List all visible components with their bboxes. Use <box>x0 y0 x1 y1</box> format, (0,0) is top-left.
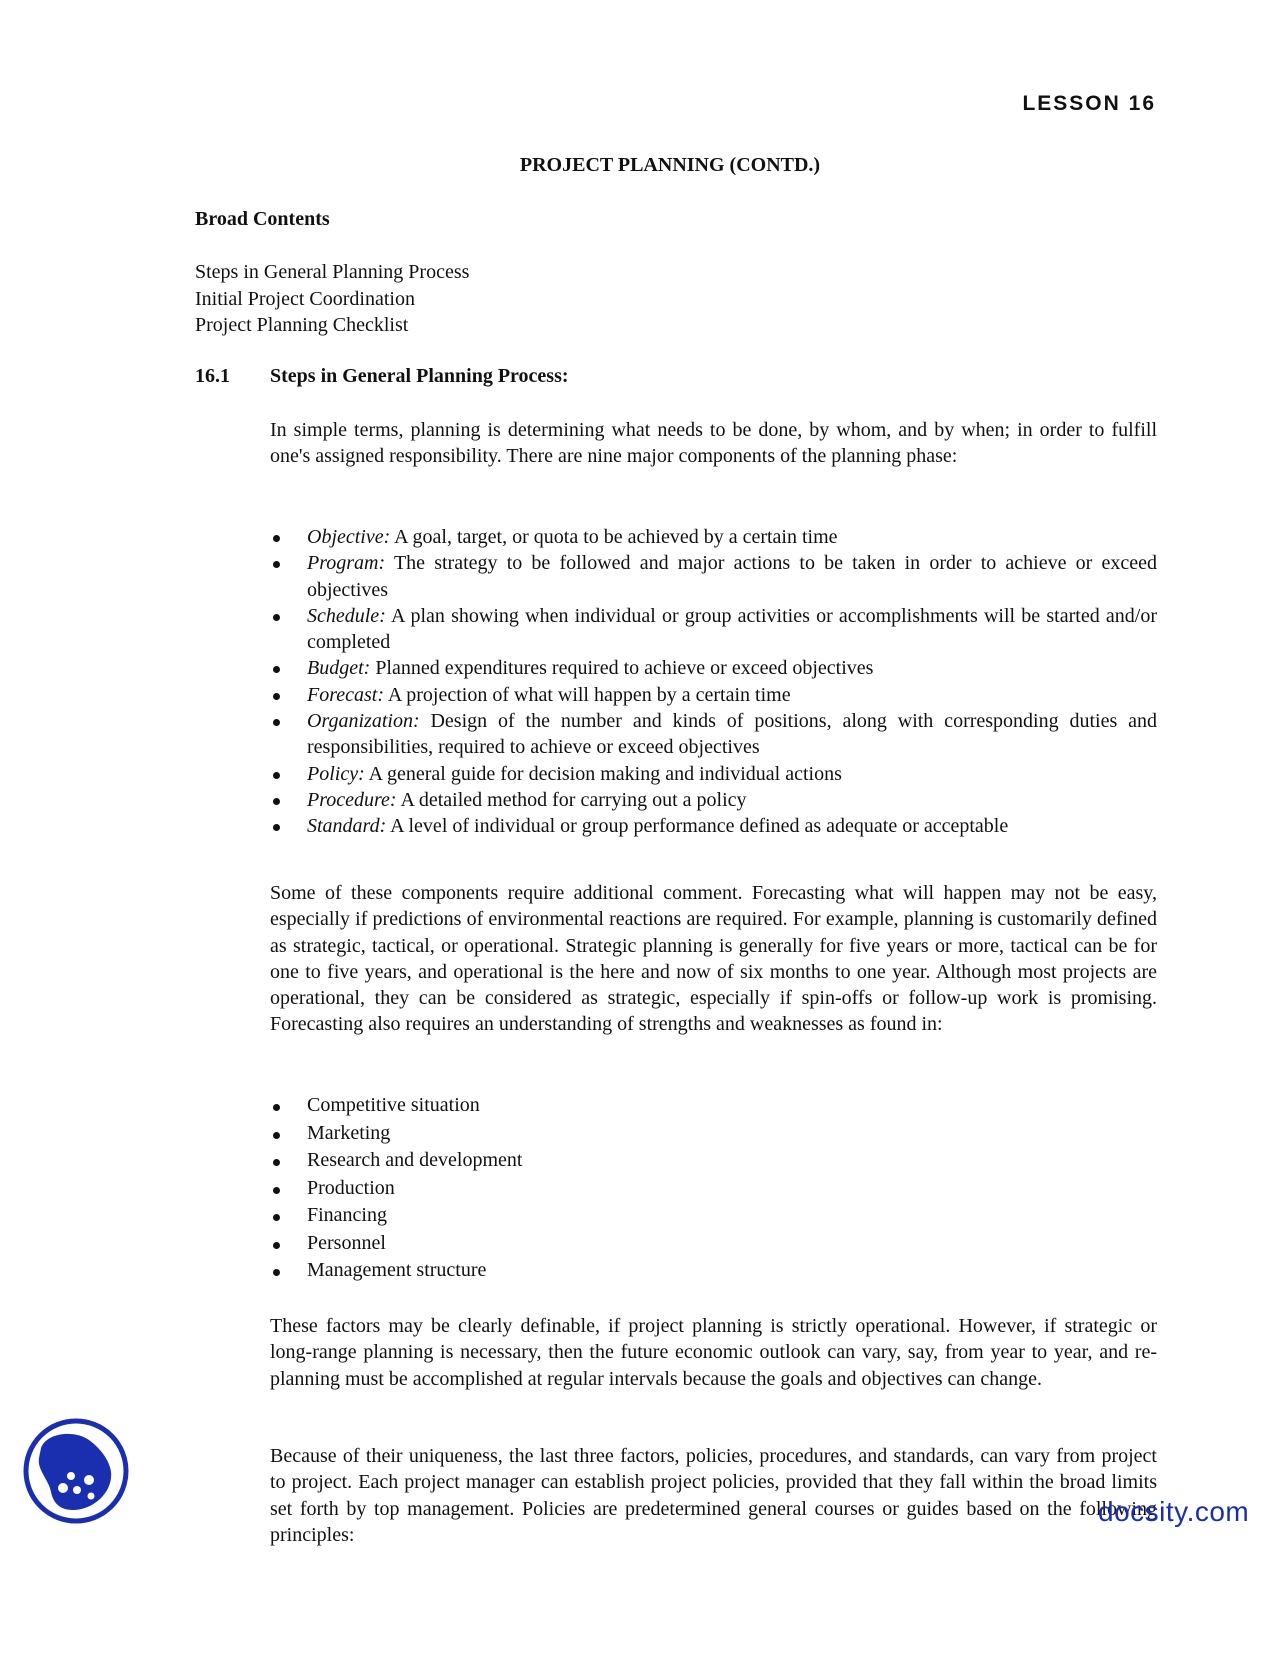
component-term: Budget: <box>307 657 371 680</box>
factor-text: Competitive situation <box>307 1094 480 1116</box>
component-term: Procedure: <box>307 788 397 811</box>
component-term: Policy: <box>307 762 365 785</box>
section-number: 16.1 <box>195 365 230 387</box>
bullet-icon <box>273 614 280 621</box>
components-list <box>270 524 1157 840</box>
forecasting-paragraph: Some of these components require additional comment. Forecasting what will happen may not be easy, especially if predictions of environmental reactions are required. For example, planning is customarily defined as strategic, tactical, or operational. Strategic planning is generally for five years or more, tactical can be for one to five years, and operational is the here and now of six months to one year. Although most projects are operational, they can be considered as strategic, especially if spin-offs or follow-up work is promising. Forecasting also requires an understanding of strengths and weaknesses as found in: <box>270 882 1157 1036</box>
list-item <box>270 524 1157 550</box>
component-term: Forecast: <box>307 683 385 706</box>
section-title: Steps in General Planning Process: <box>270 365 569 387</box>
component-term: Schedule: <box>307 604 386 627</box>
page-title: PROJECT PLANNING (CONTD.) <box>519 154 821 176</box>
factors-list <box>270 1092 1157 1285</box>
bullet-icon <box>273 693 280 700</box>
list-item <box>270 603 1157 656</box>
component-text: The strategy to be followed and major actions to be taken in order to achieve or exceed objectives <box>307 552 1157 601</box>
list-item <box>270 1257 1157 1285</box>
factor-text: Research and development <box>307 1149 523 1171</box>
list-item <box>270 1147 1157 1175</box>
contents-item: Steps in General Planning Process <box>195 261 470 283</box>
factor-text: Management structure <box>307 1259 487 1281</box>
bullet-icon <box>273 1187 280 1194</box>
intro-paragraph: In simple terms, planning is determining what needs to be done, by whom, and by when; in order to fulfill one's assigned responsibility. There are nine major components of the planning phase: <box>270 419 1157 468</box>
list-item <box>270 1202 1157 1230</box>
bullet-icon <box>273 1104 280 1111</box>
policies-paragraph: Because of their uniqueness, the last three factors, policies, procedures, and standards, can vary from project to project. Each project manager can establish project policies, provided that they fall within the broad limits set forth by top management. Policies are predetermined general courses or guides based on the following principles: <box>270 1445 1157 1546</box>
section-heading <box>195 365 569 388</box>
list-item <box>270 682 1157 708</box>
list-item <box>270 1175 1157 1203</box>
component-term: Program: <box>307 552 386 575</box>
bullet-icon <box>273 666 280 673</box>
component-text: A general guide for decision making and individual actions <box>364 762 842 785</box>
list-item <box>270 550 1157 603</box>
list-item <box>270 761 1157 787</box>
factor-text: Production <box>307 1176 395 1199</box>
list-item <box>270 708 1157 761</box>
lesson-label: LESSON 16 <box>1022 92 1156 115</box>
bullet-icon <box>273 1132 280 1139</box>
list-item <box>270 1092 1157 1120</box>
bullet-icon <box>273 772 280 779</box>
factor-text: Personnel <box>307 1231 386 1254</box>
component-text: Design of the number and kinds of positions, along with corresponding duties and responsibilities, required to achieve or exceed objectives <box>307 710 1157 759</box>
bullet-icon <box>273 1242 280 1249</box>
bullet-icon <box>273 535 280 542</box>
component-text: A detailed method for carrying out a policy <box>396 788 747 811</box>
component-term: Standard: <box>307 815 387 838</box>
list-item <box>270 1230 1157 1258</box>
bullet-icon <box>273 1269 280 1276</box>
contents-item: Project Planning Checklist <box>195 314 409 336</box>
component-text: A plan showing when individual or group activities or accomplishments will be started and/or completed <box>307 604 1157 654</box>
component-term: Objective: <box>307 526 391 548</box>
list-item <box>270 655 1157 681</box>
bullet-icon <box>273 719 280 726</box>
component-text: Planned expenditures required to achieve or exceed objectives <box>370 657 874 680</box>
bullet-icon <box>273 1159 280 1166</box>
docsity-logo-icon[interactable] <box>23 1418 129 1524</box>
component-text: A goal, target, or quota to be achieved by a certain time <box>390 526 838 548</box>
factor-text: Financing <box>307 1204 387 1226</box>
component-text: A projection of what will happen by a certain time <box>384 683 791 706</box>
broad-contents-list <box>195 259 469 339</box>
component-text: A level of individual or group performance defined as adequate or acceptable <box>386 815 1009 838</box>
bullet-icon <box>273 824 280 831</box>
broad-contents-heading: Broad Contents <box>195 208 330 230</box>
contents-item: Initial Project Coordination <box>195 287 415 310</box>
component-term: Organization: <box>307 710 420 733</box>
bullet-icon <box>273 798 280 805</box>
bullet-icon <box>273 561 280 568</box>
list-item <box>270 787 1157 813</box>
bullet-icon <box>273 1214 280 1221</box>
replanning-paragraph: These factors may be clearly definable, if project planning is strictly operational. However, if strategic or long-range planning is necessary, then the future economic outlook can vary, say, from year to year, and re-planning must be accomplished at regular intervals because the goals and objectives can change. <box>270 1315 1157 1390</box>
factor-text: Marketing <box>307 1121 391 1144</box>
docsity-brand-link[interactable]: docsity.com <box>1098 1496 1250 1527</box>
list-item <box>270 1120 1157 1148</box>
list-item <box>270 813 1157 839</box>
